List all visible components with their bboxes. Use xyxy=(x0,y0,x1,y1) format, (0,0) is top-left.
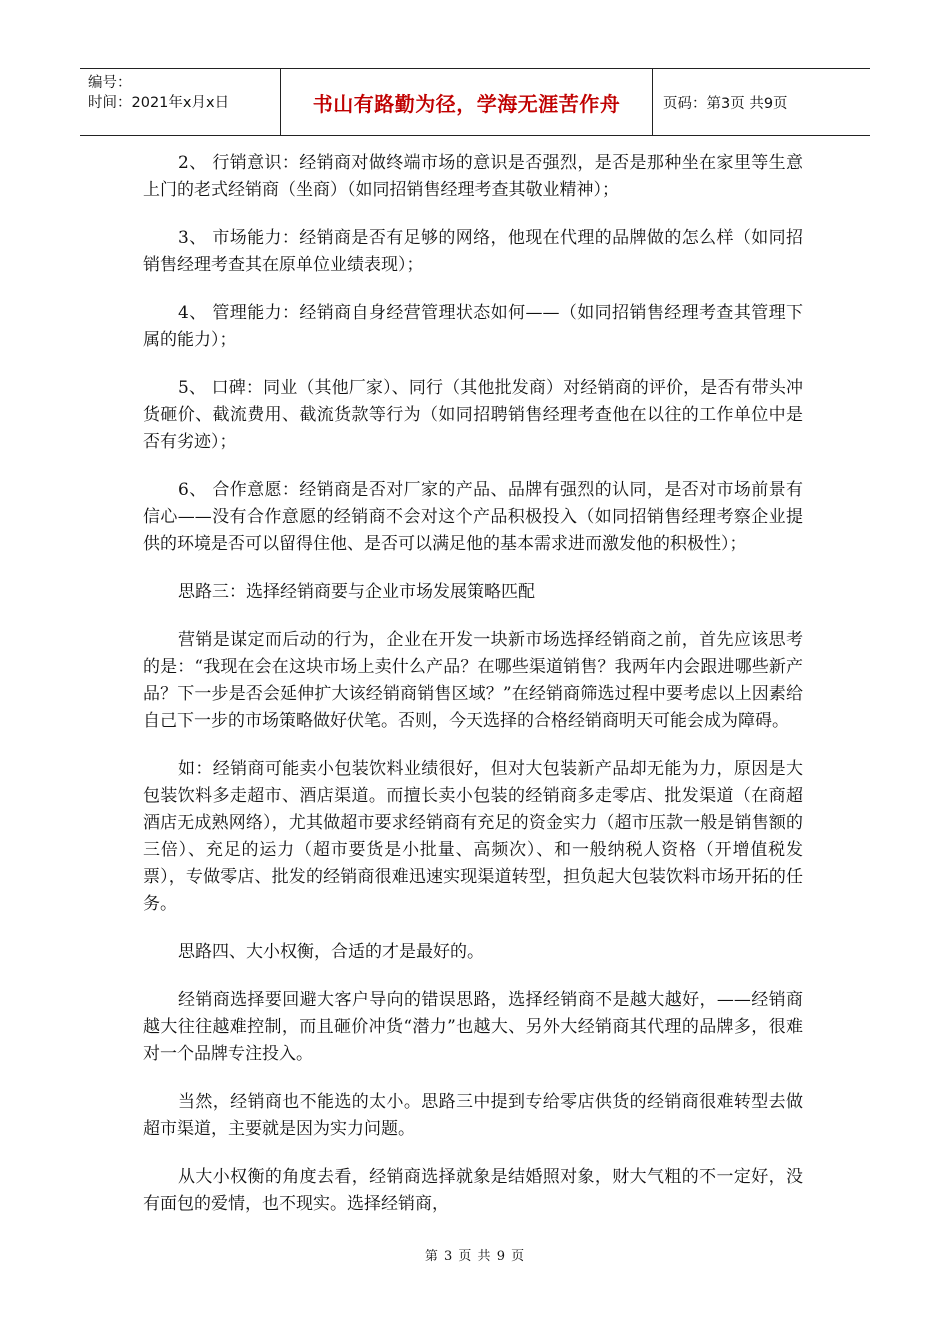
paragraph: 3、 市场能力：经销商是否有足够的网络，他现在代理的品牌做的怎么样（如同招销售经理考查其在原单位业绩表现）； xyxy=(143,228,803,275)
page-footer: 第 3 页 共 9 页 xyxy=(424,1249,526,1264)
paragraph: 5、 口碑：同业（其他厂家）、同行（其他批发商）对经销商的评价，是否有带头冲货砸价、截流费用、截流货款等行为（如同招聘销售经理考查他在以往的工作单位中是否有劣迹）； xyxy=(143,378,803,452)
header-meta xyxy=(80,69,281,135)
paragraph: 当然，经销商也不能选的太小。思路三中提到专给零店供货的经销商很难转型去做超市渠道，主要就是因为实力问题。 xyxy=(143,1092,803,1139)
paragraph: 6、 合作意愿：经销商是否对厂家的产品、品牌有强烈的认同，是否对市场前景有信心——没有合作意愿的经销商不会对这个产品积极投入（如同招销售经理考察企业提供的环境是否可以留得住他、是否可以满足他的基本需求进而激发他的积极性）； xyxy=(143,480,803,554)
section-heading: 思路三：选择经销商要与企业市场发展策略匹配 xyxy=(178,582,535,602)
paragraph: 2、 行销意识：经销商对做终端市场的意识是否强烈，是否是那种坐在家里等生意上门的老式经销商（坐商）（如同招销售经理考查其敬业精神）； xyxy=(143,153,803,200)
document-body xyxy=(143,150,803,1239)
document-code-label: 编号： xyxy=(88,75,132,91)
paragraph: 如：经销商可能卖小包装饮料业绩很好，但对大包装新产品却无能为力，原因是大包装饮料多走超市、酒店渠道。而擅长卖小包装的经销商多走零店、批发渠道（在商超酒店无成熟网络），尤其做超市要求经销商有充足的资金实力（超市压款一般是销售额的三倍）、充足的运力（超市要货是小批量、高频次）、和一般纳税人资格（开增值税发票），专做零店、批发的经销商很难迅速实现渠道转型，担负起大包装饮料市场开拓的任务。 xyxy=(143,759,803,914)
page-header xyxy=(80,68,870,136)
header-page-label: 页码：第3页 共9页 xyxy=(663,95,788,112)
section-heading: 思路四、大小权衡，合适的才是最好的。 xyxy=(178,942,484,962)
header-motto: 书山有路勤为径，学海无涯苦作舟 xyxy=(281,69,653,135)
paragraph: 经销商选择要回避大客户导向的错误思路，选择经销商不是越大越好，——经销商越大往往越难控制，而且砸价冲货“潜力”也越大、另外大经销商其代理的品牌多，很难对一个品牌专注投入。 xyxy=(143,990,803,1064)
paragraph: 从大小权衡的角度去看，经销商选择就象是结婚照对象，财大气粗的不一定好，没有面包的爱情，也不现实。选择经销商， xyxy=(143,1167,803,1214)
document-time-label: 时间：2021年x月x日 xyxy=(88,95,230,111)
paragraph: 4、 管理能力：经销商自身经营管理状态如何——（如同招销售经理考查其管理下属的能力）； xyxy=(143,303,803,350)
paragraph: 营销是谋定而后动的行为，企业在开发一块新市场选择经销商之前，首先应该思考的是：“我现在会在这块市场上卖什么产品？在哪些渠道销售？我两年内会跟进哪些新产品？下一步是否会延伸扩大该经销商销售区域？”在经销商筛选过程中要考虑以上因素给自己下一步的市场策略做好伏笔。否则，今天选择的合格经销商明天可能会成为障碍。 xyxy=(143,630,803,731)
